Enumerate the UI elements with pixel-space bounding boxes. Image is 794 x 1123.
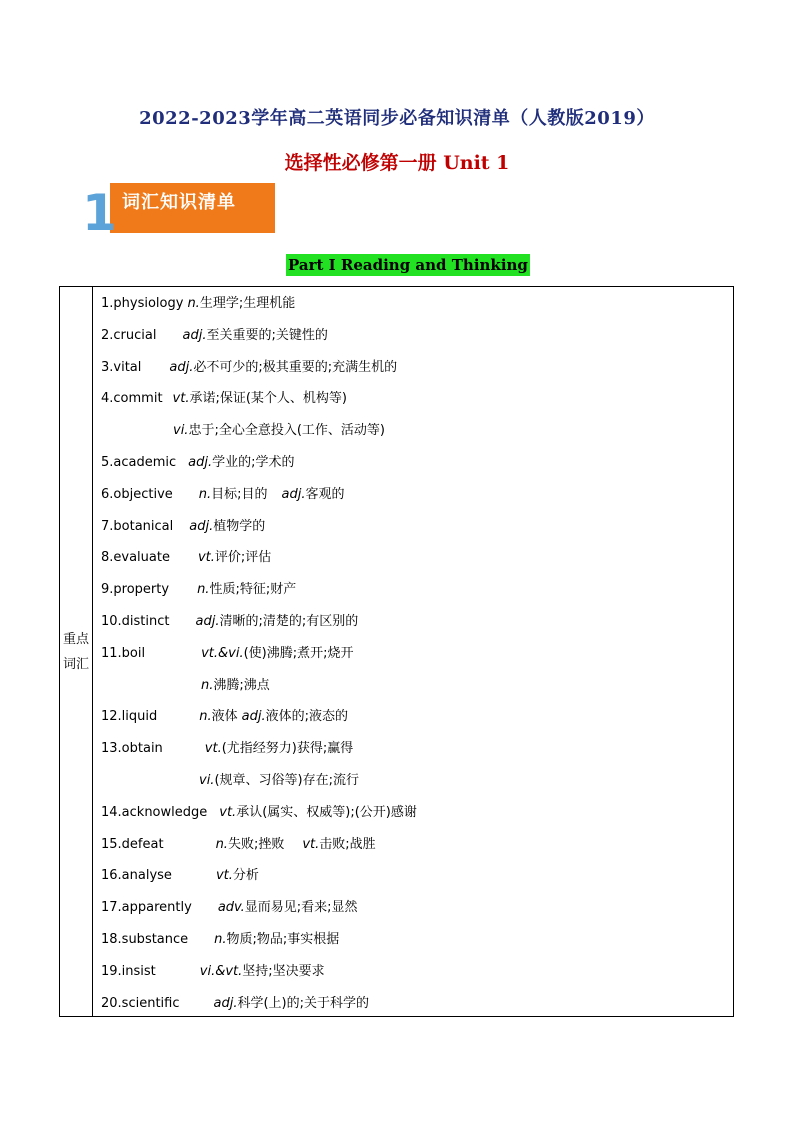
side-label [60,627,92,677]
vocab-row [101,484,727,516]
vocab-word: 13.obtain [101,741,163,757]
side-label-line2: 词汇 [62,657,89,672]
definition: 至关重要的;关键性的 [206,327,328,343]
section-label: 词汇知识清单 [122,192,236,213]
vocab-word: 17.apparently [101,900,192,916]
vocab-row [101,897,727,929]
part-of-speech: adj. [182,327,207,343]
part-of-speech: n. [215,836,228,852]
column-divider [92,287,93,1016]
vocabulary-table [59,286,734,1017]
vocab-row [101,357,727,389]
document-title: 2022-2023学年高二英语同步必备知识清单（人教版2019） [139,108,655,129]
vocab-row [101,579,727,611]
vocab-row [101,802,727,834]
definition: 分析 [232,868,259,884]
part-of-speech: vt. [172,391,190,407]
definition: (尤指经努力)获得;赢得 [221,741,354,757]
definition: 清晰的;清楚的;有区别的 [219,613,359,629]
vocab-row [101,961,727,993]
vocab-word: 4.commit [101,391,163,407]
vocab-word: 11.boil [101,645,146,661]
vocab-word: 14.acknowledge [101,804,208,820]
definition: (规章、习俗等)存在;流行 [214,772,359,788]
part-of-speech: vt. [219,804,237,820]
vocab-row [101,516,727,548]
vocab-word: 1.physiology [101,296,184,311]
part-of-speech: n. [201,677,214,693]
definition: 承诺;保证(某个人、机构等) [189,391,348,407]
part-of-speech: adj. [189,518,214,534]
vocab-row [101,929,727,961]
vocab-row [101,675,727,707]
vocab-word: 2.crucial [101,327,157,343]
vocab-word: 9.property [101,582,170,598]
definition: 生理学;生理机能 [199,296,296,311]
vocab-word: 15.defeat [101,836,164,852]
part-of-speech: vt. [215,868,233,884]
vocab-row [101,643,727,675]
vocab-word: 18.substance [101,931,189,947]
vocab-row [101,611,727,643]
part-of-speech: adj. [213,995,238,1011]
document-subtitle: 选择性必修第一册 Unit 1 [284,152,510,174]
definition: 忠于;全心全意投入(工作、活动等) [188,423,385,439]
part-of-speech: vi. [199,772,215,788]
definition-secondary: 击败;战胜 [319,836,376,852]
vocab-word: 3.vital [101,359,142,375]
part-of-speech: n. [198,486,212,502]
definition: 科学(上)的;关于科学的 [237,995,369,1011]
part-of-speech: vt. [204,741,222,757]
definition: 物质;物品;事实根据 [226,931,340,947]
vocab-word: 12.liquid [101,709,158,725]
vocab-row [101,706,727,738]
vocab-row [101,452,727,484]
definition: 失败;挫败 [227,836,285,852]
definition: 评价;评估 [214,550,272,566]
part-of-speech: vt. [197,550,215,566]
definition: 植物学的 [213,518,266,534]
vocab-row [101,770,727,802]
part-of-speech: adj. [188,454,213,470]
part-of-speech: adj. [169,359,194,375]
definition: (使)沸腾;煮开;烧开 [243,645,354,661]
definition: 坚持;坚决要求 [242,963,325,979]
vocab-word: 8.evaluate [101,550,170,566]
vocab-row [101,325,727,357]
vocab-row [101,293,727,325]
definition: 必不可少的;极其重要的;充满生机的 [193,359,398,375]
vocab-word: 20.scientific [101,995,180,1011]
part-of-speech-secondary: adj. [241,709,266,725]
part-of-speech: vi.&vt. [199,963,243,979]
part-of-speech-secondary: adj. [281,486,306,502]
part-of-speech: n. [187,296,200,311]
part-of-speech-secondary: vt. [302,836,320,852]
vocab-row [101,834,727,866]
vocab-row [101,388,727,420]
vocab-word: 6.objective [101,486,173,502]
vocab-row [101,420,727,452]
part-of-speech: n. [199,709,212,725]
definition: 显而易见;看来;显然 [244,900,358,916]
part-of-speech: vi. [173,423,189,439]
definition-secondary: 客观的 [305,486,345,502]
part-title: Part I Reading and Thinking [288,256,528,274]
side-label-line1: 重点 [62,632,89,647]
vocab-word: 10.distinct [101,613,170,629]
vocab-word: 5.academic [101,454,177,470]
part-of-speech: vt.&vi. [201,645,244,661]
vocabulary-list [101,293,727,1024]
vocab-row [101,547,727,579]
definition: 沸腾;沸点 [213,677,270,693]
definition: 性质;特征;财产 [209,582,297,598]
definition: 液体 [211,709,238,725]
vocab-row [101,738,727,770]
vocab-word: 19.insist [101,963,156,979]
part-of-speech: n. [214,931,227,947]
definition-secondary: 液体的;液态的 [265,709,349,725]
vocab-word: 7.botanical [101,518,174,534]
section-number: 1 [82,184,117,242]
vocab-row [101,993,727,1025]
definition: 学业的;学术的 [212,454,295,470]
vocab-word: 16.analyse [101,868,172,884]
vocab-row [101,865,727,897]
part-of-speech: n. [197,582,210,598]
part-of-speech: adv. [217,900,245,916]
part-of-speech: adj. [195,613,220,629]
definition: 承认(属实、权威等);(公开)感谢 [236,804,417,820]
definition: 目标;目的 [211,486,268,502]
